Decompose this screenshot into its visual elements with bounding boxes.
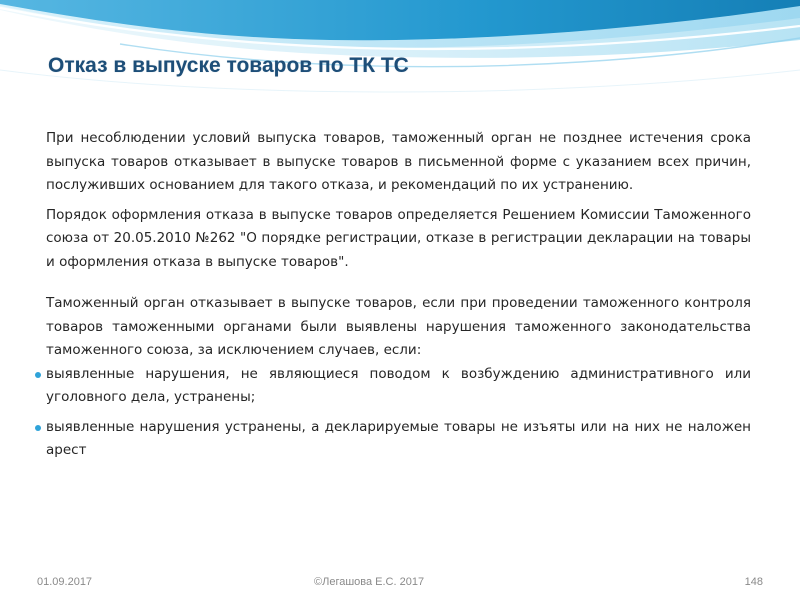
paragraph-refusal-grounds: Таможенный орган отказывает в выпуске товаров, если при проведении таможенного контроля товаров таможенными органами были выявлены нарушения таможенного законодательства таможенного союза, за исключением случаев, если: <box>46 295 751 358</box>
slide-body <box>46 127 751 463</box>
footer-page-number: 148 <box>744 576 763 588</box>
bullet-dot-icon <box>35 372 41 378</box>
footer-date: 01.09.2017 <box>37 576 93 588</box>
paragraph-refusal-procedure: Порядок оформления отказа в выпуске товаров определяется Решением Комиссии Таможенного союза от 20.05.2010 №262 "О порядке регистрации, отказе в регистрации декларации на товары и оформления отказа в выпуске товаров". <box>46 206 751 270</box>
list-item-text: выявленные нарушения, не являющиеся поводом к возбуждению административного или уголовного дела, устранены; <box>46 365 751 405</box>
slide-title: Отказ в выпуске товаров по ТК ТС <box>48 54 409 77</box>
paragraph-refusal-conditions: При несоблюдении условий выпуска товаров, таможенный орган не позднее истечения срока выпуска товаров отказывает в выпуске товаров в письменной форме с указанием всех причин, послуживших основанием для такого отказа, и рекомендаций по их устранению. <box>46 130 751 193</box>
footer-copyright: ©Легашова Е.С. 2017 <box>314 576 425 588</box>
list-item-text: выявленные нарушения устранены, а декларируемые товары не изъяты или на них не наложен арест <box>46 418 751 458</box>
exceptions-list <box>46 363 751 463</box>
list-item <box>46 416 751 463</box>
bullet-dot-icon <box>35 425 41 431</box>
list-item <box>46 363 751 410</box>
